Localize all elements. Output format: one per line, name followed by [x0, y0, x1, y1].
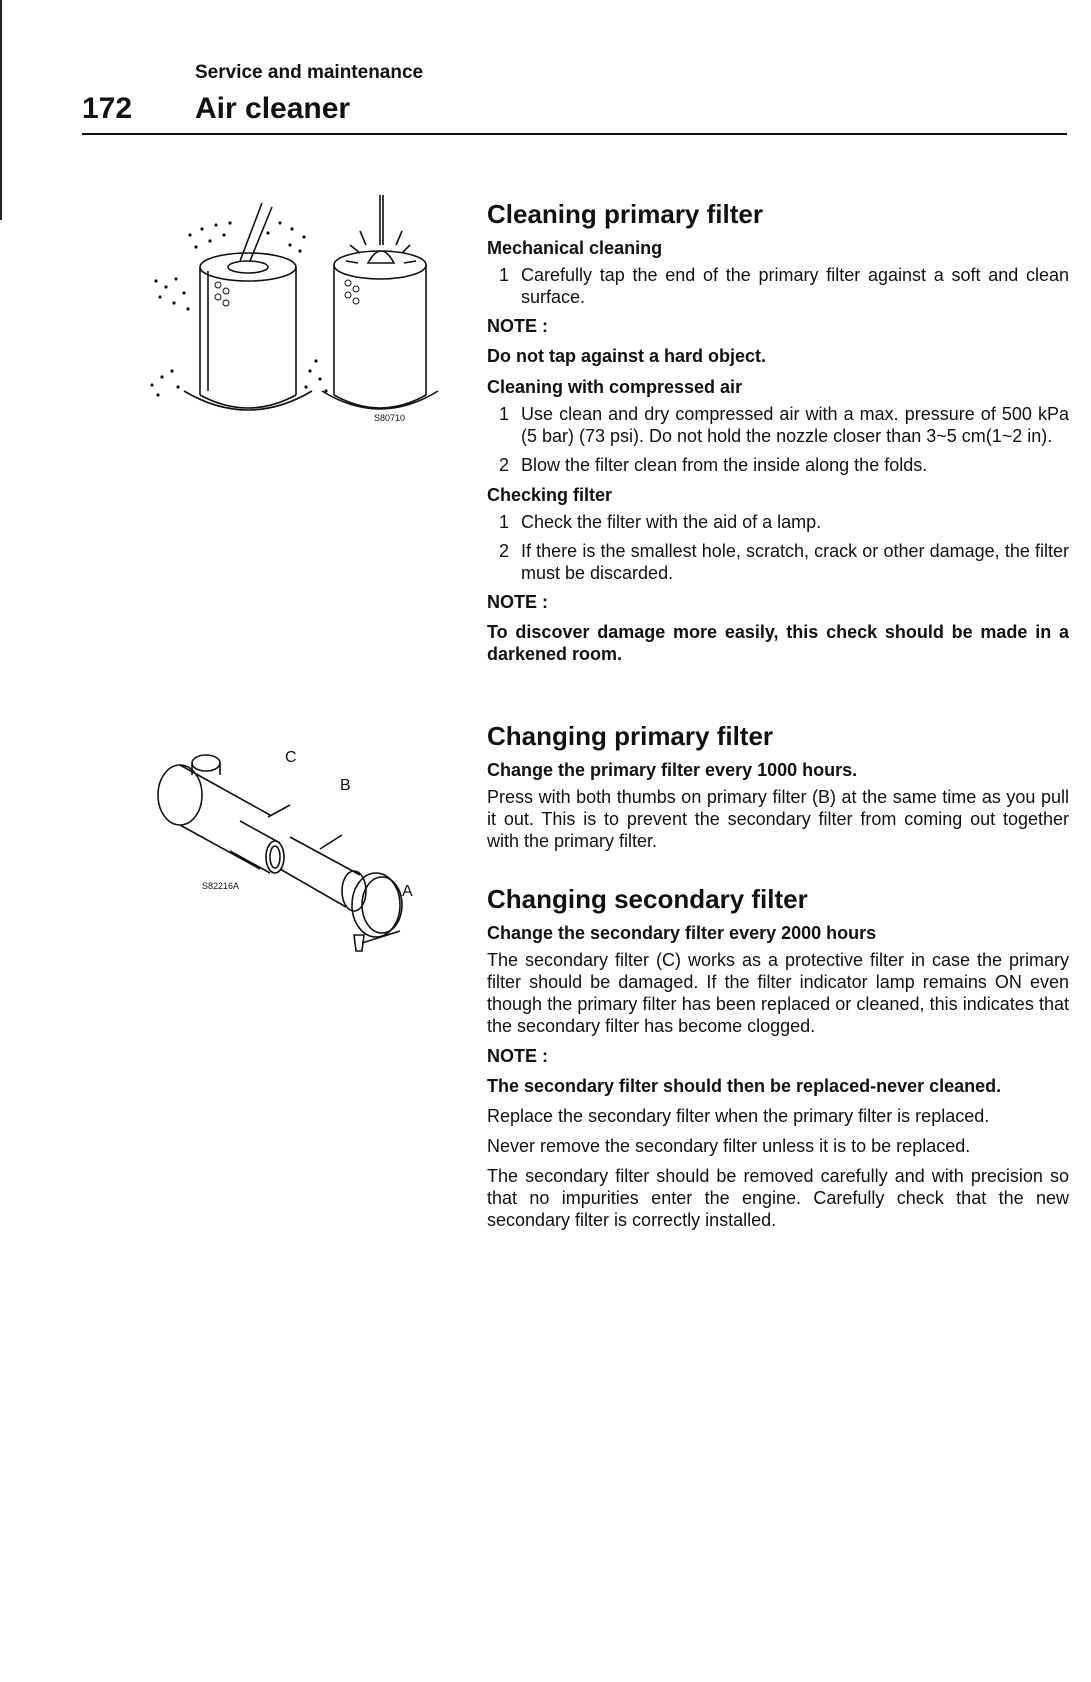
section-changing-primary [487, 720, 1069, 860]
header-rule [82, 133, 1067, 135]
note-label: NOTE : [487, 1046, 548, 1066]
note-text: Do not tap against a hard object. [487, 346, 767, 366]
mechanical-steps [487, 264, 1069, 308]
note-text: To discover damage more easily, this check should be made in a darkened room. [487, 622, 1069, 664]
body-secondary-2: Replace the secondary filter when the primary filter is replaced. [487, 1106, 990, 1126]
page-title: Air cleaner [195, 92, 351, 125]
list-item: 2 If there is the smallest hole, scratch, crack or other damage, the filter must be discarded. [499, 541, 1069, 583]
body-secondary-4: The secondary filter should be removed carefully and with precision so that no impurities enter the engine. Carefully check that the new secondary filter is correctly installed. [487, 1166, 1069, 1230]
body-secondary-3: Never remove the secondary filter unless it is to be replaced. [487, 1136, 971, 1156]
figure-code: S80710 [374, 413, 406, 423]
label-a: A [402, 883, 413, 900]
heading-checking: Checking filter [487, 485, 613, 505]
section-cleaning-primary [487, 198, 1069, 673]
note-text: The secondary filter should then be replaced-never cleaned. [487, 1076, 1002, 1096]
figure-air-cleaner-exploded [150, 745, 440, 975]
note-label: NOTE : [487, 316, 548, 336]
header-section: Service and maintenance [195, 62, 424, 83]
figure-code: S82216A [202, 881, 240, 891]
heading-changing-primary: Changing primary filter [487, 721, 774, 751]
list-item: 1 Carefully tap the end of the primary filter against a soft and clean surface. [499, 265, 1069, 307]
section-changing-secondary [487, 883, 1069, 1239]
figure-filter-cleaning [140, 195, 460, 455]
label-c: C [285, 749, 297, 766]
label-b: B [340, 777, 351, 794]
list-item: 2 Blow the filter clean from the inside along the folds. [499, 455, 928, 475]
list-item: 1 Check the filter with the aid of a lamp. [499, 512, 822, 532]
page-number: 172 [82, 92, 133, 125]
air-cleaner-exploded-icon [150, 745, 440, 975]
checking-steps [487, 511, 1069, 584]
page-edge-line [0, 0, 2, 220]
heading-mechanical: Mechanical cleaning [487, 238, 663, 258]
filter-tapping-icon [140, 195, 460, 455]
list-item: 1 Use clean and dry compressed air with a max. pressure of 500 kPa (5 bar) (73 psi). Do not hold the nozzle closer than 3~5 cm(1~2 in). [499, 404, 1069, 446]
subheading-changing-secondary: Change the secondary filter every 2000 hours [487, 923, 877, 943]
heading-cleaning-primary: Cleaning primary filter [487, 199, 763, 229]
compressed-steps [487, 403, 1069, 476]
body-changing-primary: Press with both thumbs on primary filter (B) at the same time as you pull it out. This is to prevent the secondary filter from coming out together with the primary filter. [487, 787, 1069, 851]
subheading-changing-primary: Change the primary filter every 1000 hours. [487, 760, 858, 780]
body-secondary-1: The secondary filter (C) works as a protective filter in case the primary filter should be damaged. If the filter indicator lamp remains ON even though the primary filter has been replaced or cleaned, this indicates that the secondary filter has become clogged. [487, 950, 1069, 1036]
note-label: NOTE : [487, 592, 548, 612]
heading-compressed-air: Cleaning with compressed air [487, 377, 743, 397]
heading-changing-secondary: Changing secondary filter [487, 884, 808, 914]
